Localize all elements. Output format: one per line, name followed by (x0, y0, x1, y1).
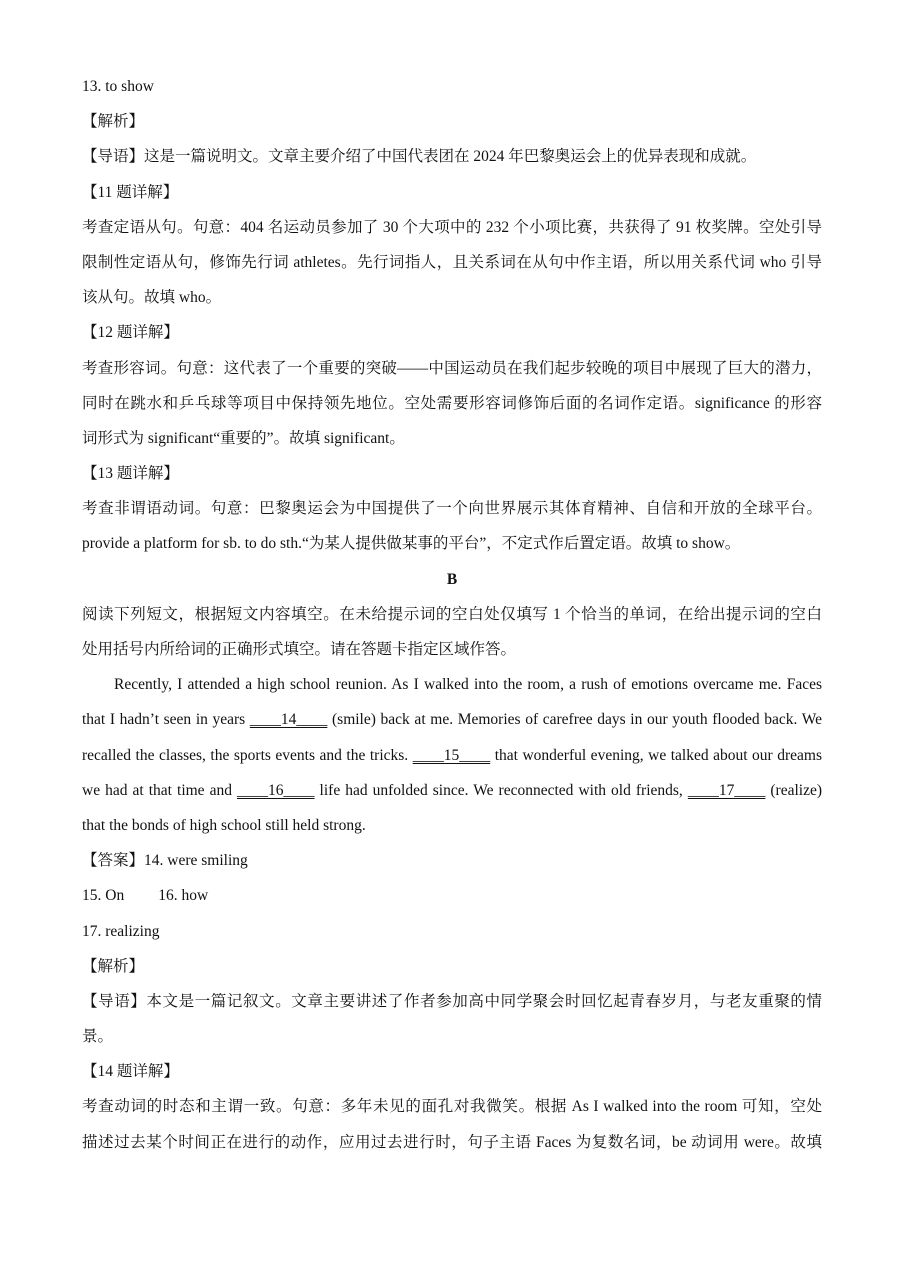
text-segment: 15. On (82, 887, 125, 905)
text-segment: (smile) back at me. Memories of carefree days in our youth flooded back. We (327, 711, 822, 729)
answer-blank: ____14____ (249, 711, 328, 729)
text-line: 描述过去某个时间正在进行的动作，应用过去进行时，句子主语 Faces 为复数名词，be 动词用 were。故填 (82, 1133, 822, 1151)
text-line: 考查动词的时态和主谓一致。句意：多年未见的面孔对我微笑。根据 As I walked into the room 可知，空处 (82, 1098, 822, 1116)
text-line (82, 707, 822, 742)
text-line: 考查定语从句。句意：404 名运动员参加了 30 个大项中的 232 个小项比赛，共获得了 91 枚奖牌。空处引导 (82, 218, 822, 236)
text-line: 13. to show (82, 78, 154, 95)
text-line: provide a platform for sb. to do sth.“为某人提供做某事的平台”，不定式作后置定语。故填 to show。 (82, 535, 741, 553)
text-line: 【12 题详解】 (82, 324, 179, 342)
text-line (82, 743, 822, 778)
text-line: 处用括号内所给词的正确形式填空。请在答题卡指定区域作答。 (82, 641, 517, 658)
text-line: 【答案】14. were smiling (82, 852, 248, 870)
text-line: 【解析】 (82, 113, 145, 131)
text-line: that the bonds of high school still held strong. (82, 816, 366, 834)
text-line: 考查形容词。句意：这代表了一个重要的突破——中国运动员在我们起步较晚的项目中展现了巨大的潜力， (82, 359, 822, 377)
text-line: 【解析】 (82, 957, 145, 975)
text-line: 考查非谓语动词。句意：巴黎奥运会为中国提供了一个向世界展示其体育精神、自信和开放的全球平台。 (82, 500, 822, 518)
document-page (82, 74, 822, 1165)
text-line: 限制性定语从句，修饰先行词 athletes。先行词指人，且关系词在从句中作主语，所以用关系代词 who 引导 (82, 253, 822, 271)
section-heading: B (446, 570, 458, 588)
text-line (82, 778, 822, 813)
text-line: Recently, I attended a high school reunion. As I walked into the room, a rush of emotions overcame me. Faces (114, 676, 822, 694)
text-line: 【13 题详解】 (82, 465, 179, 483)
text-segment: life had unfolded since. We reconnected with old friends, (314, 781, 688, 799)
text-line (82, 883, 822, 918)
text-segment: we had at that time and (82, 781, 238, 799)
text-line: 17. realizing (82, 922, 160, 940)
text-segment: 16. how (158, 887, 209, 905)
text-line: 词形式为 significant“重要的”。故填 significant。 (82, 429, 405, 447)
text-line: 景。 (82, 1028, 114, 1046)
text-segment: (realize) (765, 781, 822, 799)
text-line: 【导语】本文是一篇记叙文。文章主要讲述了作者参加高中同学聚会时回忆起青春岁月，与老友重聚的情 (82, 992, 822, 1010)
text-segment: that I hadn’t seen in years (82, 711, 250, 729)
text-segment: recalled the classes, the sports events and the tricks. (82, 746, 413, 764)
answer-blank: ____16____ (237, 781, 315, 799)
text-line: 【导语】这是一篇说明文。文章主要介绍了中国代表团在 2024 年巴黎奥运会上的优异表现和成就。 (82, 148, 757, 166)
text-line: 【11 题详解】 (82, 183, 179, 201)
text-line: 阅读下列短文，根据短文内容填空。在未给提示词的空白处仅填写 1 个恰当的单词，在给出提示词的空白 (82, 605, 822, 623)
text-line: 该从句。故填 who。 (82, 289, 222, 307)
answer-blank: ____15____ (412, 746, 491, 764)
text-line: 【14 题详解】 (82, 1063, 179, 1081)
answer-blank: ____17____ (687, 781, 766, 799)
text-segment: that wonderful evening, we talked about our dreams (490, 746, 822, 764)
text-line: 同时在跳水和乒乓球等项目中保持领先地位。空处需要形容词修饰后面的名词作定语。significance 的形容 (82, 394, 822, 412)
